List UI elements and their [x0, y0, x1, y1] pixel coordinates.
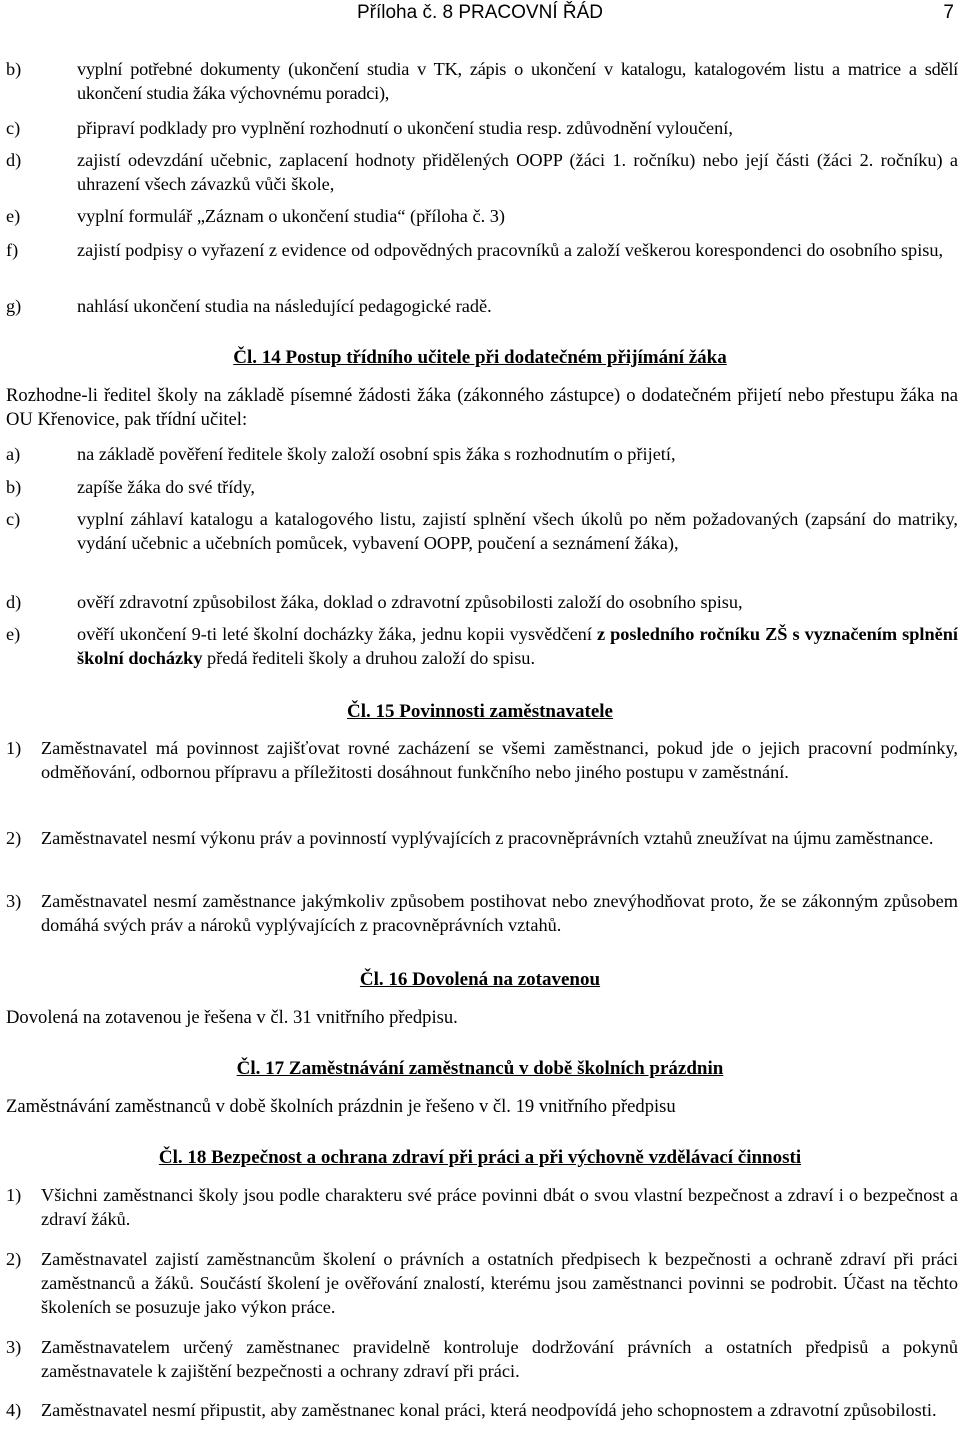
list-item-label: f)	[6, 240, 19, 260]
list-item-text: připraví podklady pro vyplnění rozhodnutí o ukončení studia resp. zdůvodnění vyloučení,	[77, 118, 733, 138]
list-item-label: 1)	[6, 738, 22, 758]
list-item-text-part: předá řediteli školy a druhou založí do spisu.	[202, 648, 536, 668]
list-item-text: Zaměstnavatel zajistí zaměstnancům školení o právních a ostatních předpisech k bezpečnosti a ochraně zdraví při práci zaměstnanců a žáků. Součástí školení je ověřování znalostí, kterému jsou zaměstnanci povinni se podrobit. Účast na těchto školeních se posuzuje jako výkon práce.	[41, 1249, 958, 1317]
list-item-label: e)	[6, 206, 21, 226]
list-item-text: zajistí odevzdání učebnic, zaplacení hodnoty přidělených OOPP (žáci 1. ročníku) nebo její části (žáci 2. ročníku) a uhrazení všech závazků vůči škole,	[77, 150, 958, 194]
list-item	[0, 148, 958, 196]
list-item-text: Zaměstnavatel nesmí zaměstnance jakýmkoliv způsobem postihovat nebo znevýhodňovat proto, že se zákonným způsobem domáhá svých práv a nároků vyplývajících z pracovněprávních vztahů.	[41, 891, 958, 935]
list-item	[0, 238, 958, 262]
list-item	[0, 1398, 958, 1422]
list-item-text: vyplní záhlaví katalogu a katalogového listu, zajistí splnění všech úkolů po něm požadovaných (zapsání do matriky, vydání učebnic a učebních pomůcek, vybavení OOPP, poučení a seznámení žáka),	[77, 509, 958, 553]
list-item-label: a)	[6, 444, 21, 464]
list-item-text: na základě pověření ředitele školy založí osobní spis žáka s rozhodnutím o přijetí,	[77, 444, 676, 464]
list-item-text: Zaměstnavatelem určený zaměstnanec pravidelně kontroluje dodržování právních a ostatních předpisů a pokynů zaměstnavatele k zajištění bezpečnosti a ochrany zdraví při práci.	[41, 1337, 958, 1381]
list-item-text: nahlásí ukončení studia na následující pedagogické radě.	[77, 296, 492, 316]
list-item-text: Všichni zaměstnanci školy jsou podle charakteru své práce povinni dbát o svou vlastní bezpečnost a zdraví i o bezpečnost a zdraví žáků.	[41, 1185, 958, 1229]
section-heading: Čl. 18 Bezpečnost a ochrana zdraví při práci a při výchovně vzdělávací činnosti	[158, 1147, 802, 1168]
page-number: 7	[943, 2, 954, 23]
list-item-label: 4)	[6, 1400, 22, 1420]
list-item	[0, 57, 958, 105]
list-item-text: vyplní formulář „Záznam o ukončení studia“ (příloha č. 3)	[77, 206, 505, 226]
list-item	[0, 736, 958, 784]
section-heading: Čl. 17 Zaměstnávání zaměstnanců v době školních prázdnin	[236, 1058, 724, 1079]
list-item-label: c)	[6, 509, 21, 529]
list-item-text-part: ověří ukončení 9-ti leté školní docházky žáka, jednu kopii vysvědčení	[77, 624, 597, 644]
list-item-label: c)	[6, 118, 21, 138]
list-item-label: b)	[6, 477, 22, 497]
list-item-label: 3)	[6, 1337, 22, 1357]
list-item-label: 2)	[6, 828, 22, 848]
list-item-text: Zaměstnavatel nesmí připustit, aby zaměstnanec konal práci, která neodpovídá jeho schopnostem a zdravotní způsobilosti.	[41, 1400, 937, 1420]
list-item-label: 3)	[6, 891, 22, 911]
section-text: Zaměstnávání zaměstnanců v době školních prázdnin je řešeno v čl. 19 vnitřního předpisu	[6, 1096, 676, 1117]
list-item	[0, 590, 958, 614]
list-item	[0, 507, 958, 555]
list-item-text: Zaměstnavatel nesmí výkonu práv a povinností vyplývajících z pracovněprávních vztahů zneužívat na újmu zaměstnance.	[41, 828, 934, 848]
list-item-label: e)	[6, 624, 21, 644]
list-item-label: g)	[6, 296, 22, 316]
list-item-text: zapíše žáka do své třídy,	[77, 477, 256, 497]
list-item-label: d)	[6, 150, 22, 170]
list-item	[0, 1247, 958, 1319]
list-item-text-bold: z posledního ročníku ZŠ s vyznačením splnění školní docházky	[77, 624, 958, 668]
list-item-label: d)	[6, 592, 22, 612]
section-heading: Čl. 16 Dovolená na zotavenou	[359, 969, 601, 990]
list-item	[0, 1335, 958, 1383]
list-item-label: 2)	[6, 1249, 22, 1269]
list-item-label: b)	[6, 59, 22, 79]
list-item-text: vyplní potřebné dokumenty (ukončení studia v TK, zápis o ukončení v katalogu, katalogovém listu a matrice a sdělí ukončení studia žáka výchovnému poradci),	[77, 59, 958, 103]
list-item	[0, 442, 958, 466]
section-heading: Čl. 14 Postup třídního učitele při dodatečném přijímání žáka	[233, 347, 727, 368]
section-text: Dovolená na zotavenou je řešena v čl. 31 vnitřního předpisu.	[6, 1007, 458, 1028]
list-item	[0, 1183, 958, 1231]
list-item	[0, 889, 958, 937]
page-header-title: Příloha č. 8 PRACOVNÍ ŘÁD	[356, 2, 604, 23]
list-item	[0, 204, 958, 228]
list-item	[0, 826, 958, 850]
list-item	[0, 116, 958, 140]
section-intro: Rozhodne-li ředitel školy na základě písemné žádosti žáka (zákonného zástupce) o dodatečném přijetí nebo přestupu žáka na OU Křenovice, pak třídní učitel:	[6, 385, 958, 430]
list-item-text: ověří zdravotní způsobilost žáka, doklad o zdravotní způsobilosti založí do osobního spisu,	[77, 592, 743, 612]
list-item-label: 1)	[6, 1185, 22, 1205]
list-item-text: Zaměstnavatel má povinnost zajišťovat rovné zacházení se všemi zaměstnanci, pokud jde o jejich pracovní podmínky, odměňování, odbornou přípravu a příležitosti dosáhnout funkčního nebo jiného postupu v zaměstnání.	[41, 738, 958, 782]
list-item	[0, 475, 958, 499]
list-item-text	[77, 622, 958, 670]
list-item	[0, 622, 958, 670]
section-heading: Čl. 15 Povinnosti zaměstnavatele	[347, 701, 613, 722]
list-item	[0, 294, 958, 318]
list-item-text: zajistí podpisy o vyřazení z evidence od odpovědných pracovníků a založí veškerou korespondenci do osobního spisu,	[77, 240, 944, 260]
